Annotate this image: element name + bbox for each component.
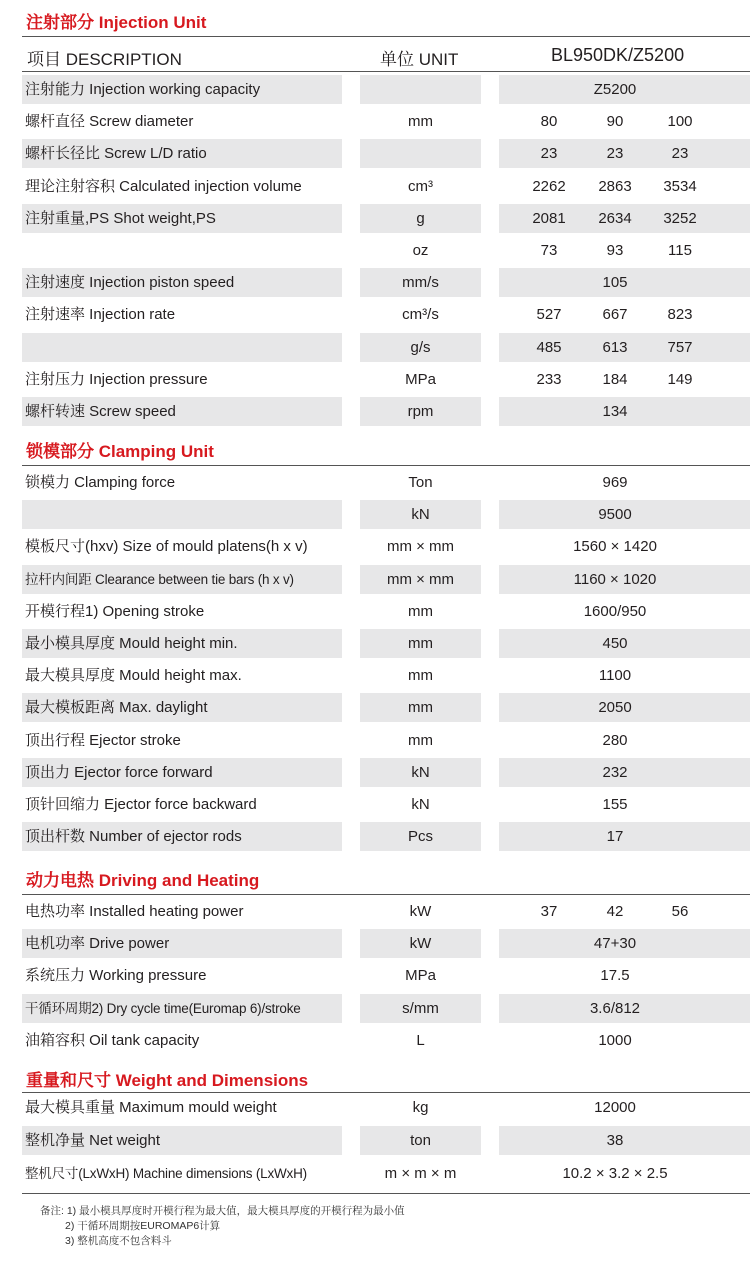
row-unit: mm × mm [360, 565, 481, 594]
value-screw-1: 73 [540, 242, 558, 259]
value-screw-2: 42 [606, 903, 624, 920]
row-description: 最大模板距离 Max. daylight [22, 693, 342, 722]
section-divider [22, 465, 750, 466]
row-unit: kW [409, 903, 432, 920]
value-screw-1: 2081 [532, 209, 566, 227]
section-title-weight: 重量和尺寸 Weight and Dimensions [26, 1071, 309, 1090]
row-unit: kN [360, 758, 481, 787]
value-single: 280 [602, 731, 628, 749]
row-values [499, 1026, 750, 1055]
row-values [499, 365, 750, 394]
value-single: 3.6/812 [589, 999, 641, 1017]
value-screw-3: 149 [667, 370, 693, 388]
row-description: 系统压力 Working pressure [25, 967, 207, 985]
table-row [0, 929, 750, 958]
table-row [0, 597, 750, 626]
row-description: 最大模具重量 Maximum mould weight [25, 1099, 277, 1116]
table-row [0, 532, 750, 561]
row-description: 注射速率 Injection rate [25, 306, 176, 324]
row-values [499, 236, 750, 265]
row-values [499, 1159, 750, 1188]
table-row [0, 661, 750, 690]
row-unit: cm³ [408, 177, 433, 195]
value-screw-2: 667 [602, 306, 628, 324]
row-values [499, 300, 750, 329]
header-description: 项目 DESCRIPTION [27, 50, 182, 69]
row-values [499, 597, 750, 626]
table-row [0, 172, 750, 201]
value-single: 9500 [598, 506, 632, 524]
header-model: BL950DK/Z5200 [551, 45, 685, 65]
table-row [0, 1126, 750, 1155]
row-description: 顶出力 Ejector force forward [22, 758, 342, 787]
value-single: 134 [602, 403, 628, 420]
row-unit: Pcs [360, 822, 481, 851]
row-values [499, 661, 750, 690]
row-description: 模板尺寸(hxv) Size of mould platens(h x v) [25, 538, 308, 556]
row-description [22, 500, 342, 529]
value-screw-1: 233 [536, 370, 562, 388]
value-screw-3: 56 [671, 903, 689, 920]
row-description: 电热功率 Installed heating power [25, 903, 244, 920]
row-values [499, 929, 750, 958]
table-row [0, 961, 750, 990]
row-values [499, 468, 750, 497]
table-row [0, 1159, 750, 1188]
value-screw-1: 80 [540, 113, 558, 131]
row-values [499, 565, 750, 594]
row-description: 注射重量,PS Shot weight,PS [22, 204, 342, 233]
row-unit: Ton [408, 474, 433, 491]
section-title-injection: 注射部分 Injection Unit [26, 13, 207, 32]
table-row [0, 139, 750, 168]
value-single: 450 [602, 635, 628, 652]
row-description: 最大模具厚度 Mould height max. [25, 667, 242, 685]
row-values [499, 204, 750, 233]
row-description: 开模行程1) Opening stroke [25, 602, 205, 620]
value-single: 10.2 × 3.2 × 2.5 [562, 1165, 668, 1182]
row-description: 整机尺寸(LxWxH) Machine dimensions (LxWxH) [25, 1166, 307, 1181]
row-values [499, 172, 750, 201]
value-screw-1: 23 [540, 145, 558, 163]
row-description: 注射速度 Injection piston speed [22, 268, 342, 297]
value-screw-2: 613 [602, 338, 628, 356]
value-single: 2050 [598, 699, 632, 717]
value-single: 38 [606, 1132, 624, 1149]
row-description: 注射压力 Injection pressure [25, 370, 208, 388]
value-screw-2: 93 [606, 242, 624, 259]
row-unit: mm [408, 731, 433, 749]
row-unit: s/mm [360, 994, 481, 1023]
row-values [499, 790, 750, 819]
row-description: 油箱容积 Oil tank capacity [25, 1031, 200, 1049]
table-row [0, 75, 750, 104]
row-unit: kW [360, 929, 481, 958]
row-unit: kN [360, 500, 481, 529]
row-values [499, 758, 750, 787]
row-description: 顶出杆数 Number of ejector rods [22, 822, 342, 851]
table-row [0, 994, 750, 1023]
header-unit: 单位 UNIT [380, 50, 459, 69]
footnote-1: 备注: 1) 最小模具厚度时开模行程为最大值，最大模具厚度的开模行程为最小值 [40, 1205, 405, 1217]
value-single: 1000 [598, 1031, 632, 1049]
table-row [0, 1093, 750, 1122]
row-values [499, 629, 750, 658]
value-single: 47+30 [593, 935, 637, 953]
row-unit: m × m × m [384, 1165, 457, 1182]
row-values [499, 397, 750, 426]
row-values [499, 75, 750, 104]
row-description: 整机净量 Net weight [22, 1126, 342, 1155]
row-description: 理论注射容积 Calculated injection volume [25, 177, 302, 195]
row-values [499, 532, 750, 561]
row-unit: MPa [405, 370, 436, 388]
value-screw-2: 184 [602, 370, 628, 388]
value-screw-3: 23 [671, 145, 689, 163]
value-screw-2: 2863 [598, 177, 632, 195]
row-unit: mm [408, 602, 433, 620]
value-single: 17 [606, 828, 624, 846]
table-row [0, 107, 750, 136]
row-unit [360, 75, 481, 104]
value-screw-3: 3252 [663, 209, 697, 227]
table-row [0, 236, 750, 265]
row-values [499, 961, 750, 990]
table-row [0, 397, 750, 426]
table-row [0, 629, 750, 658]
value-single: 1100 [598, 667, 632, 685]
value-single: 17.5 [600, 967, 630, 985]
value-screw-1: 2262 [532, 177, 566, 195]
table-row [0, 565, 750, 594]
table-row [0, 300, 750, 329]
row-values [499, 500, 750, 529]
row-description: 顶针回缩力 Ejector force backward [25, 796, 257, 813]
table-bottom-divider [22, 1193, 750, 1194]
value-single: 105 [602, 274, 628, 292]
table-row [0, 204, 750, 233]
row-values [499, 897, 750, 926]
value-single: Z5200 [593, 81, 637, 98]
row-description: 螺杆长径比 Screw L/D ratio [22, 139, 342, 168]
value-screw-2: 90 [606, 113, 624, 131]
section-divider [22, 894, 750, 895]
table-row [0, 758, 750, 787]
row-description: 拉杆内间距 Clearance between tie bars (h x v) [22, 565, 342, 594]
row-values [499, 726, 750, 755]
value-single: 969 [602, 474, 628, 491]
row-unit: g [360, 204, 481, 233]
row-values [499, 994, 750, 1023]
row-values [499, 139, 750, 168]
row-description [22, 236, 342, 265]
row-unit: L [416, 1031, 425, 1049]
row-description: 最小模具厚度 Mould height min. [22, 629, 342, 658]
value-screw-1: 37 [540, 903, 558, 920]
row-unit [360, 139, 481, 168]
row-unit: ton [360, 1126, 481, 1155]
row-values [499, 822, 750, 851]
table-row [0, 500, 750, 529]
table-row [0, 1026, 750, 1055]
row-description: 螺杆直径 Screw diameter [25, 113, 194, 131]
row-values [499, 333, 750, 362]
value-screw-1: 527 [536, 306, 562, 324]
section-title-driving: 动力电热 Driving and Heating [26, 871, 260, 890]
row-unit: mm × mm [386, 538, 455, 556]
row-unit: mm [360, 693, 481, 722]
row-unit: mm/s [360, 268, 481, 297]
table-row [0, 822, 750, 851]
row-unit: kN [411, 796, 430, 813]
row-unit: mm [360, 629, 481, 658]
row-unit: MPa [405, 967, 436, 985]
row-unit: kg [412, 1099, 429, 1116]
footnotes [40, 1204, 405, 1249]
row-description: 螺杆转速 Screw speed [22, 397, 342, 426]
value-screw-2: 2634 [598, 209, 632, 227]
row-values [499, 1126, 750, 1155]
row-unit: mm [408, 113, 433, 131]
value-single: 232 [602, 763, 628, 781]
row-description [22, 333, 342, 362]
table-row [0, 897, 750, 926]
row-values [499, 107, 750, 136]
value-screw-3: 823 [667, 306, 693, 324]
row-unit: cm³/s [402, 306, 439, 324]
section-title-clamping: 锁模部分 Clamping Unit [26, 442, 214, 461]
table-row [0, 333, 750, 362]
section-divider [22, 36, 750, 37]
row-description: 锁模力 Clamping force [25, 474, 176, 491]
table-row [0, 790, 750, 819]
value-single: 1160 × 1020 [573, 570, 657, 588]
row-unit: mm [408, 667, 433, 685]
row-description: 顶出行程 Ejector stroke [25, 731, 181, 749]
row-description: 电机功率 Drive power [22, 929, 342, 958]
value-screw-3: 757 [667, 338, 693, 356]
footnote-2: 2) 干循环周期按EUROMAP6计算 [65, 1220, 221, 1232]
value-single: 155 [602, 796, 628, 813]
row-description: 注射能力 Injection working capacity [22, 75, 342, 104]
header-divider [22, 71, 750, 72]
row-unit: rpm [360, 397, 481, 426]
table-row [0, 726, 750, 755]
value-screw-3: 100 [667, 113, 693, 131]
table-row [0, 365, 750, 394]
row-unit: oz [412, 242, 429, 259]
row-values [499, 268, 750, 297]
value-screw-3: 115 [668, 242, 692, 259]
footnote-3: 3) 整机高度不包含料斗 [65, 1235, 172, 1247]
value-single: 12000 [594, 1099, 636, 1116]
row-values [499, 1093, 750, 1122]
row-unit: g/s [360, 333, 481, 362]
value-screw-3: 3534 [663, 177, 697, 195]
value-single: 1560 × 1420 [573, 538, 657, 556]
value-screw-1: 485 [536, 338, 562, 356]
value-screw-2: 23 [606, 145, 624, 163]
row-description: 干循环周期2) Dry cycle time(Euromap 6)/stroke [22, 994, 342, 1023]
row-values [499, 693, 750, 722]
table-row [0, 268, 750, 297]
table-row [0, 693, 750, 722]
table-row [0, 468, 750, 497]
value-single: 1600/950 [583, 602, 647, 620]
